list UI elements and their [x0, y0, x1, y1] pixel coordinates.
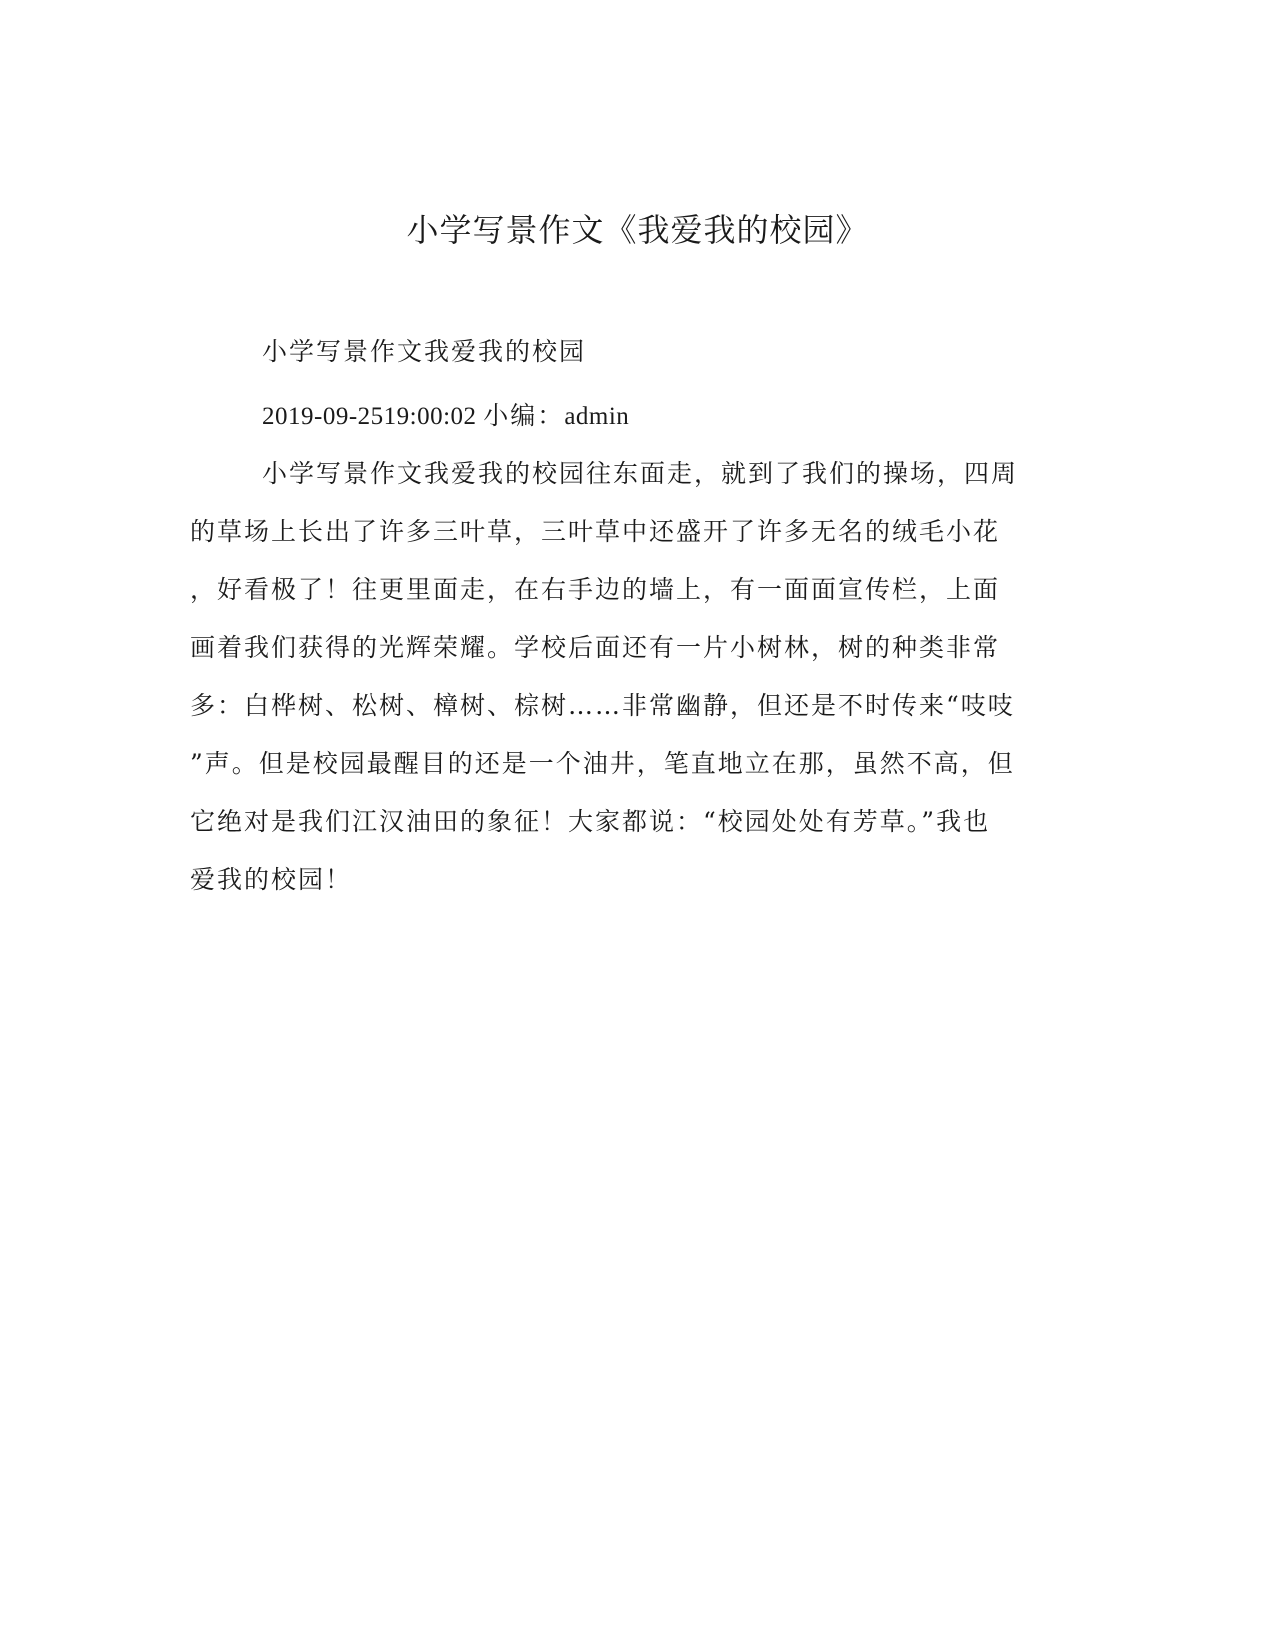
article-meta [262, 401, 629, 432]
body-line-2: 的草场上长出了许多三叶草，三叶草中还盛开了许多无名的绒毛小花 [190, 517, 1001, 546]
author-name: admin [564, 403, 630, 430]
body-line-8: 爱我的校园！ [190, 865, 353, 894]
body-line-3: ，好看极了！往更里面走，在右手边的墙上，有一面面宣传栏，上面 [190, 575, 1001, 604]
publish-datetime: 2019-09-2519:00:02 [262, 403, 477, 430]
body-line-4: 画着我们获得的光辉荣耀。学校后面还有一片小树林，树的种类非常 [190, 633, 1001, 662]
document-title: 小学写景作文《我爱我的校园》 [406, 211, 869, 249]
article-subtitle: 小学写景作文我爱我的校园 [262, 337, 587, 366]
body-line-6: ”声。但是校园最醒目的还是一个油井，笔直地立在那，虽然不高，但 [190, 749, 1015, 778]
body-line-1: 小学写景作文我爱我的校园往东面走，就到了我们的操场，四周 [262, 459, 1019, 488]
body-line-7: 它绝对是我们江汉油田的象征！大家都说：“校园处处有芳草。”我也 [190, 807, 991, 836]
body-line-5: 多：白桦树、松树、樟树、棕树……非常幽静，但还是不时传来“吱吱 [190, 691, 1015, 720]
author-label: 小编： [483, 401, 565, 430]
